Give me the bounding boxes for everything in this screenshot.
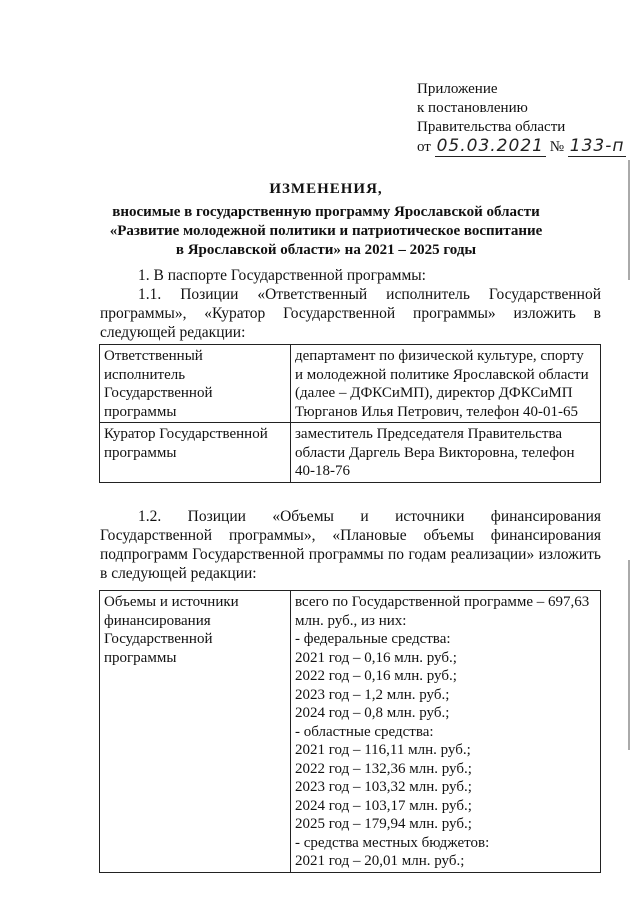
scan-edge-mark — [628, 560, 630, 750]
document-title — [96, 180, 556, 260]
item-1-1-text: 1.1. Позиции «Ответственный исполнитель Государственной программы», «Куратор Государственной программы» изложить в следующей редакции: — [100, 286, 601, 341]
financing-line: 2024 год – 0,8 млн. руб.; — [295, 705, 450, 721]
item-1-2-text: 1.2. Позиции «Объемы и источники финансирования Государственной программы», «Плановые объемы финансирования подпрограмм Государственной программы по годам реализации» изложить в следующей редакции: — [100, 508, 601, 582]
annex-line-3: Правительства области — [417, 119, 566, 135]
financing-line: 2021 год – 0,16 млн. руб.; — [295, 649, 457, 666]
financing-line: 2023 год – 1,2 млн. руб.; — [295, 686, 450, 703]
financing-line: 2022 год – 132,36 млн. руб.; — [295, 760, 472, 777]
scan-edge-mark — [628, 160, 630, 280]
financing-line: 2022 год – 0,16 млн. руб.; — [295, 668, 457, 684]
financing-line: - федеральные средства: — [295, 631, 451, 647]
table-cell-label: Ответственный исполнитель Государственной программы — [100, 345, 291, 423]
title-line-3: в Ярославской области» на 2021 – 2025 годы — [175, 242, 477, 258]
handwritten-date: 05.03.2021 — [436, 136, 544, 156]
table-row — [100, 345, 601, 423]
table-cell-label: Куратор Государственной программы — [100, 423, 291, 483]
title-line-1: вносимые в государственную программу Ярославской области — [112, 204, 540, 220]
financing-line: всего по Государственной программе – 697,63 млн. руб., из них: — [295, 594, 590, 629]
annex-line-1: Приложение — [417, 81, 498, 97]
financing-table — [99, 590, 601, 873]
responsible-table — [99, 344, 601, 483]
annex-line-2: к постановлению — [417, 100, 528, 116]
from-label: от — [417, 139, 431, 155]
annex-date-line — [417, 137, 626, 157]
number-label: № — [549, 139, 565, 155]
title-line-2: «Развитие молодежной политики и патриотическое воспитание — [109, 223, 543, 239]
financing-line: 2023 год – 103,32 млн. руб.; — [295, 779, 472, 795]
financing-line: - областные средства: — [295, 723, 434, 740]
table-cell-label: Объемы и источники финансирования Государственной программы — [100, 591, 291, 873]
table-cell-value — [291, 591, 601, 873]
financing-line: 2025 год – 179,94 млн. руб.; — [295, 816, 472, 832]
financing-line: 2021 год – 116,11 млн. руб.; — [295, 742, 471, 758]
table-cell-value: департамент по физической культуре, спорту и молодежной политике Ярославской области (далее – ДФКСиМП), директор ДФКСиМП Тюрганов Илья Петрович, телефон 40-01-65 — [291, 345, 601, 423]
title-heading: ИЗМЕНЕНИЯ, — [269, 181, 383, 197]
table-row — [100, 591, 601, 873]
handwritten-number: 133-п — [569, 136, 625, 156]
financing-line: 2024 год – 103,17 млн. руб.; — [295, 797, 472, 814]
financing-line: 2021 год – 20,01 млн. руб.; — [295, 853, 465, 869]
financing-line: - средства местных бюджетов: — [295, 834, 490, 851]
annex-header — [417, 80, 626, 157]
table-row — [100, 423, 601, 483]
section-1-heading: 1. В паспорте Государственной программы: — [138, 267, 426, 284]
table-cell-value: заместитель Председателя Правительства области Даргель Вера Викторовна, телефон 40-18-76 — [291, 423, 601, 483]
